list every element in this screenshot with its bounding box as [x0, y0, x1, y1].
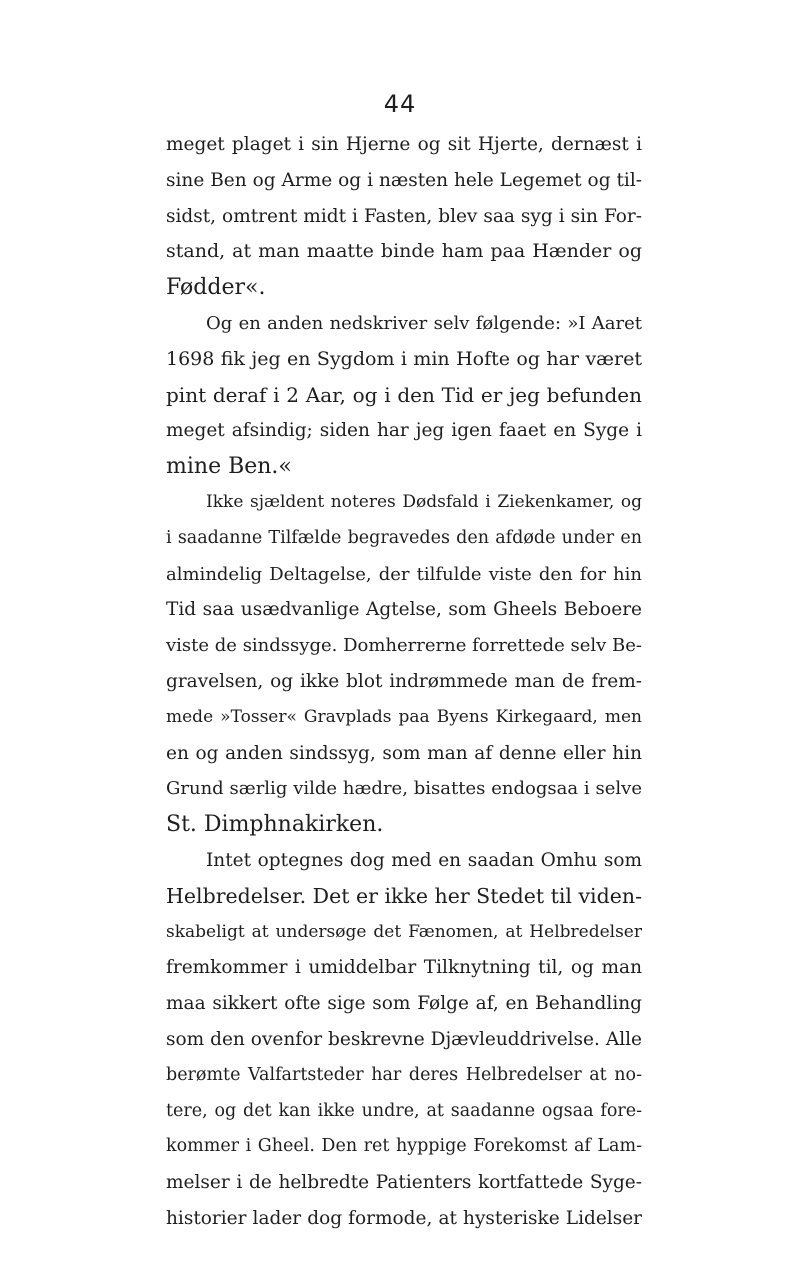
text-line: Og en anden nedskriver selv følgende: »I Aaret	[206, 312, 642, 334]
text-line: Fødder«.	[166, 275, 266, 301]
body-text	[166, 127, 642, 1237]
text-line: melser i de helbredte Patienters kortfattede Syge-	[166, 1172, 642, 1194]
text-line: mede »Tosser« Gravplads paa Byens Kirkegaard, men	[166, 706, 642, 727]
text-line: en og anden sindssyg, som man af denne eller hin	[166, 742, 642, 764]
text-line: 1698 fik jeg en Sygdom i min Hofte og har været	[166, 347, 642, 370]
text-line: i saadanne Tilfælde begravedes den afdøde under en	[166, 527, 642, 548]
text-line: som den ovenfor beskrevne Djævleuddrivelse. Alle	[166, 1028, 642, 1050]
text-line: meget afsindig; siden har jeg igen faaet en Syge i	[166, 420, 642, 442]
text-line: Intet optegnes dog med en saadan Omhu som	[206, 849, 642, 871]
text-line: Ikke sjældent noteres Dødsfald i Ziekenkamer, og	[206, 491, 642, 512]
page-number: 44	[383, 90, 417, 118]
text-line: maa sikkert ofte sige som Følge af, en Behandling	[166, 993, 642, 1015]
text-line: fremkommer i umiddelbar Tilknytning til, og man	[166, 957, 642, 979]
text-line: berømte Valfartsteder har deres Helbredelser at no-	[166, 1064, 642, 1085]
text-line: pint deraf i 2 Aar, og i den Tid er jeg befunden	[166, 382, 642, 407]
text-line: sidst, omtrent midt i Fasten, blev saa syg i sin For-	[166, 205, 642, 227]
text-line: skabeligt at undersøge det Fænomen, at Helbredelser	[166, 921, 642, 942]
text-line: historier lader dog formode, at hysteriske Lidelser	[166, 1207, 642, 1229]
text-line: Tid saa usædvanlige Agtelse, som Gheels Beboere	[166, 599, 642, 621]
text-line: stand, at man maatte binde ham paa Hænder og	[166, 240, 642, 263]
text-line: Grund særlig vilde hædre, bisattes endogsaa i selve	[166, 778, 642, 800]
text-line: mine Ben.«	[166, 454, 292, 480]
text-line: Helbredelser. Det er ikke her Stedet til viden-	[166, 883, 642, 908]
text-line: St. Dimphnakirken.	[166, 812, 384, 838]
text-line: gravelsen, og ikke blot indrømmede man de frem-	[166, 670, 642, 692]
text-line: kommer i Gheel. Den ret hyppige Forekomst af Lam-	[166, 1136, 642, 1157]
text-line: sine Ben og Arme og i næsten hele Legemet og til-	[166, 169, 642, 191]
text-line: tere, og det kan ikke undre, at saadanne ogsaa fore-	[166, 1100, 642, 1121]
text-line: almindelig Deltagelse, der tilfulde viste den for hin	[166, 563, 642, 585]
text-line: viste de sindssyge. Domherrerne forrettede selv Be-	[166, 635, 642, 657]
text-line: meget plaget i sin Hjerne og sit Hjerte, dernæst i	[166, 134, 642, 155]
